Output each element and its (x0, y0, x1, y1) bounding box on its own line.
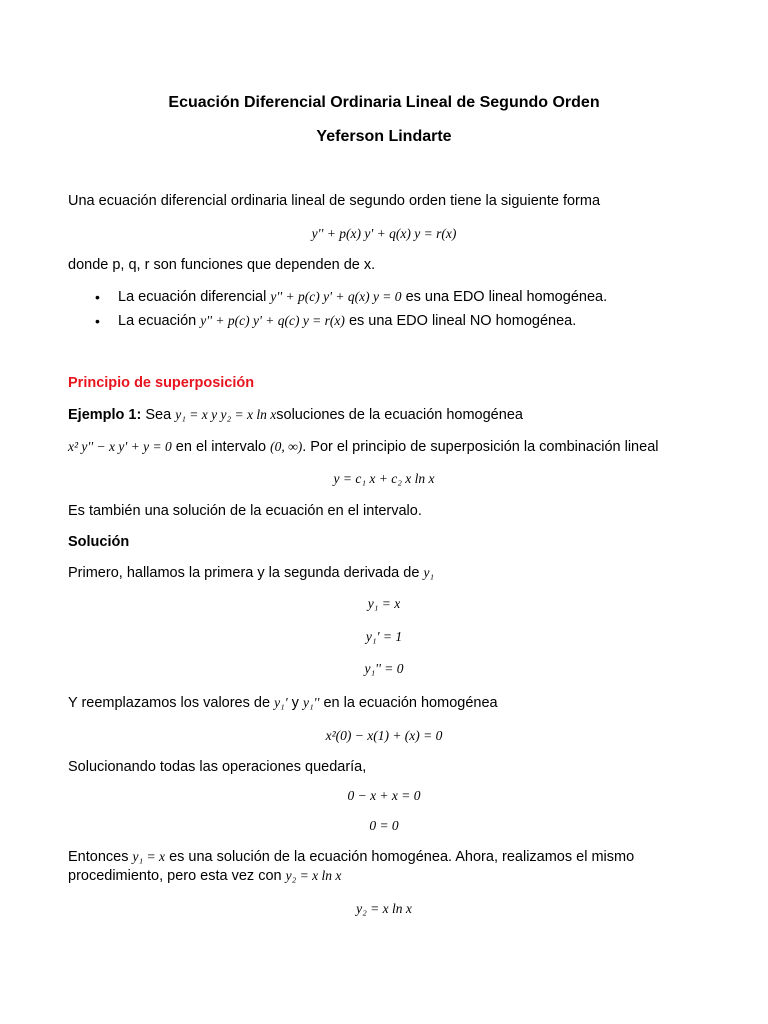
step-2-equation: 0 = 0 (369, 818, 399, 833)
final-equation: y₂ = x ln x (356, 901, 412, 916)
general-equation: y'' + p(x) y' + q(x) y = r(x) (311, 226, 457, 241)
bullet-marker: • (95, 313, 100, 329)
reemplazo-line: Y reemplazamos los valores de y₁' y y₁'' en la ecuación homogénea (68, 695, 498, 711)
primero-line: Primero, hallamos la primera y la segunda derivada de y₁ (68, 565, 435, 581)
donde-paragraph: donde p, q, r son funciones que dependen de x. (68, 257, 376, 273)
derivative-1: y₁ = x (367, 596, 401, 611)
intro-paragraph: Una ecuación diferencial ordinaria lineal de segundo orden tiene la siguiente forma (68, 193, 601, 209)
solucion-label: Solución (68, 534, 130, 550)
bullet-marker: • (95, 289, 100, 305)
nonhomogeneous-equation: y'' + p(c) y' + q(c) y = r(x) (200, 313, 345, 328)
derivative-2: y₁' = 1 (365, 629, 403, 644)
derivative-3: y₁'' = 0 (364, 661, 404, 676)
homogeneous-equation: y'' + p(c) y' + q(x) y = 0 (270, 289, 402, 304)
solucionando-paragraph: Solucionando todas las operaciones quedaría, (68, 759, 367, 775)
bullet-nonhomogeneous: La ecuación y'' + p(c) y' + q(c) y = r(x) es una EDO lineal NO homogénea. (118, 313, 577, 329)
ejemplo-label: Ejemplo 1: (68, 407, 142, 423)
tambien-paragraph: Es también una solución de la ecuación en el intervalo. (68, 503, 422, 519)
combination-equation: y = c₁ x + c₂ x ln x (333, 471, 435, 486)
interval: (0, ∞) (270, 439, 303, 454)
homogeneous-line: x² y'' − x y' + y = 0 en el intervalo (0, ∞). Por el principio de superposición la combinación lineal (68, 439, 659, 455)
document-author: Yeferson Lindarte (316, 128, 452, 145)
ejemplo-line: Ejemplo 1: Sea y₁ = x y y₂ = x ln xsoluciones de la ecuación homogénea (68, 407, 523, 423)
step-1-equation: 0 − x + x = 0 (347, 788, 421, 803)
bullet-homogeneous: La ecuación diferencial y'' + p(c) y' + q(x) y = 0 es una EDO lineal homogénea. (118, 289, 608, 305)
document-title: Ecuación Diferencial Ordinaria Lineal de Segundo Orden (168, 94, 600, 111)
homog-equation: x² y'' − x y' + y = 0 (68, 439, 172, 454)
procedimiento-line: procedimiento, pero esta vez con y₂ = x ln x (68, 868, 342, 884)
entonces-line: Entonces y₁ = x es una solución de la ecuación homogénea. Ahora, realizamos el mismo (68, 849, 635, 865)
section-title: Principio de superposición (68, 375, 255, 391)
substitution-equation: x²(0) − x(1) + (x) = 0 (325, 728, 443, 743)
ejemplo-equation: y₁ = x y y₂ = x ln x (175, 407, 277, 422)
